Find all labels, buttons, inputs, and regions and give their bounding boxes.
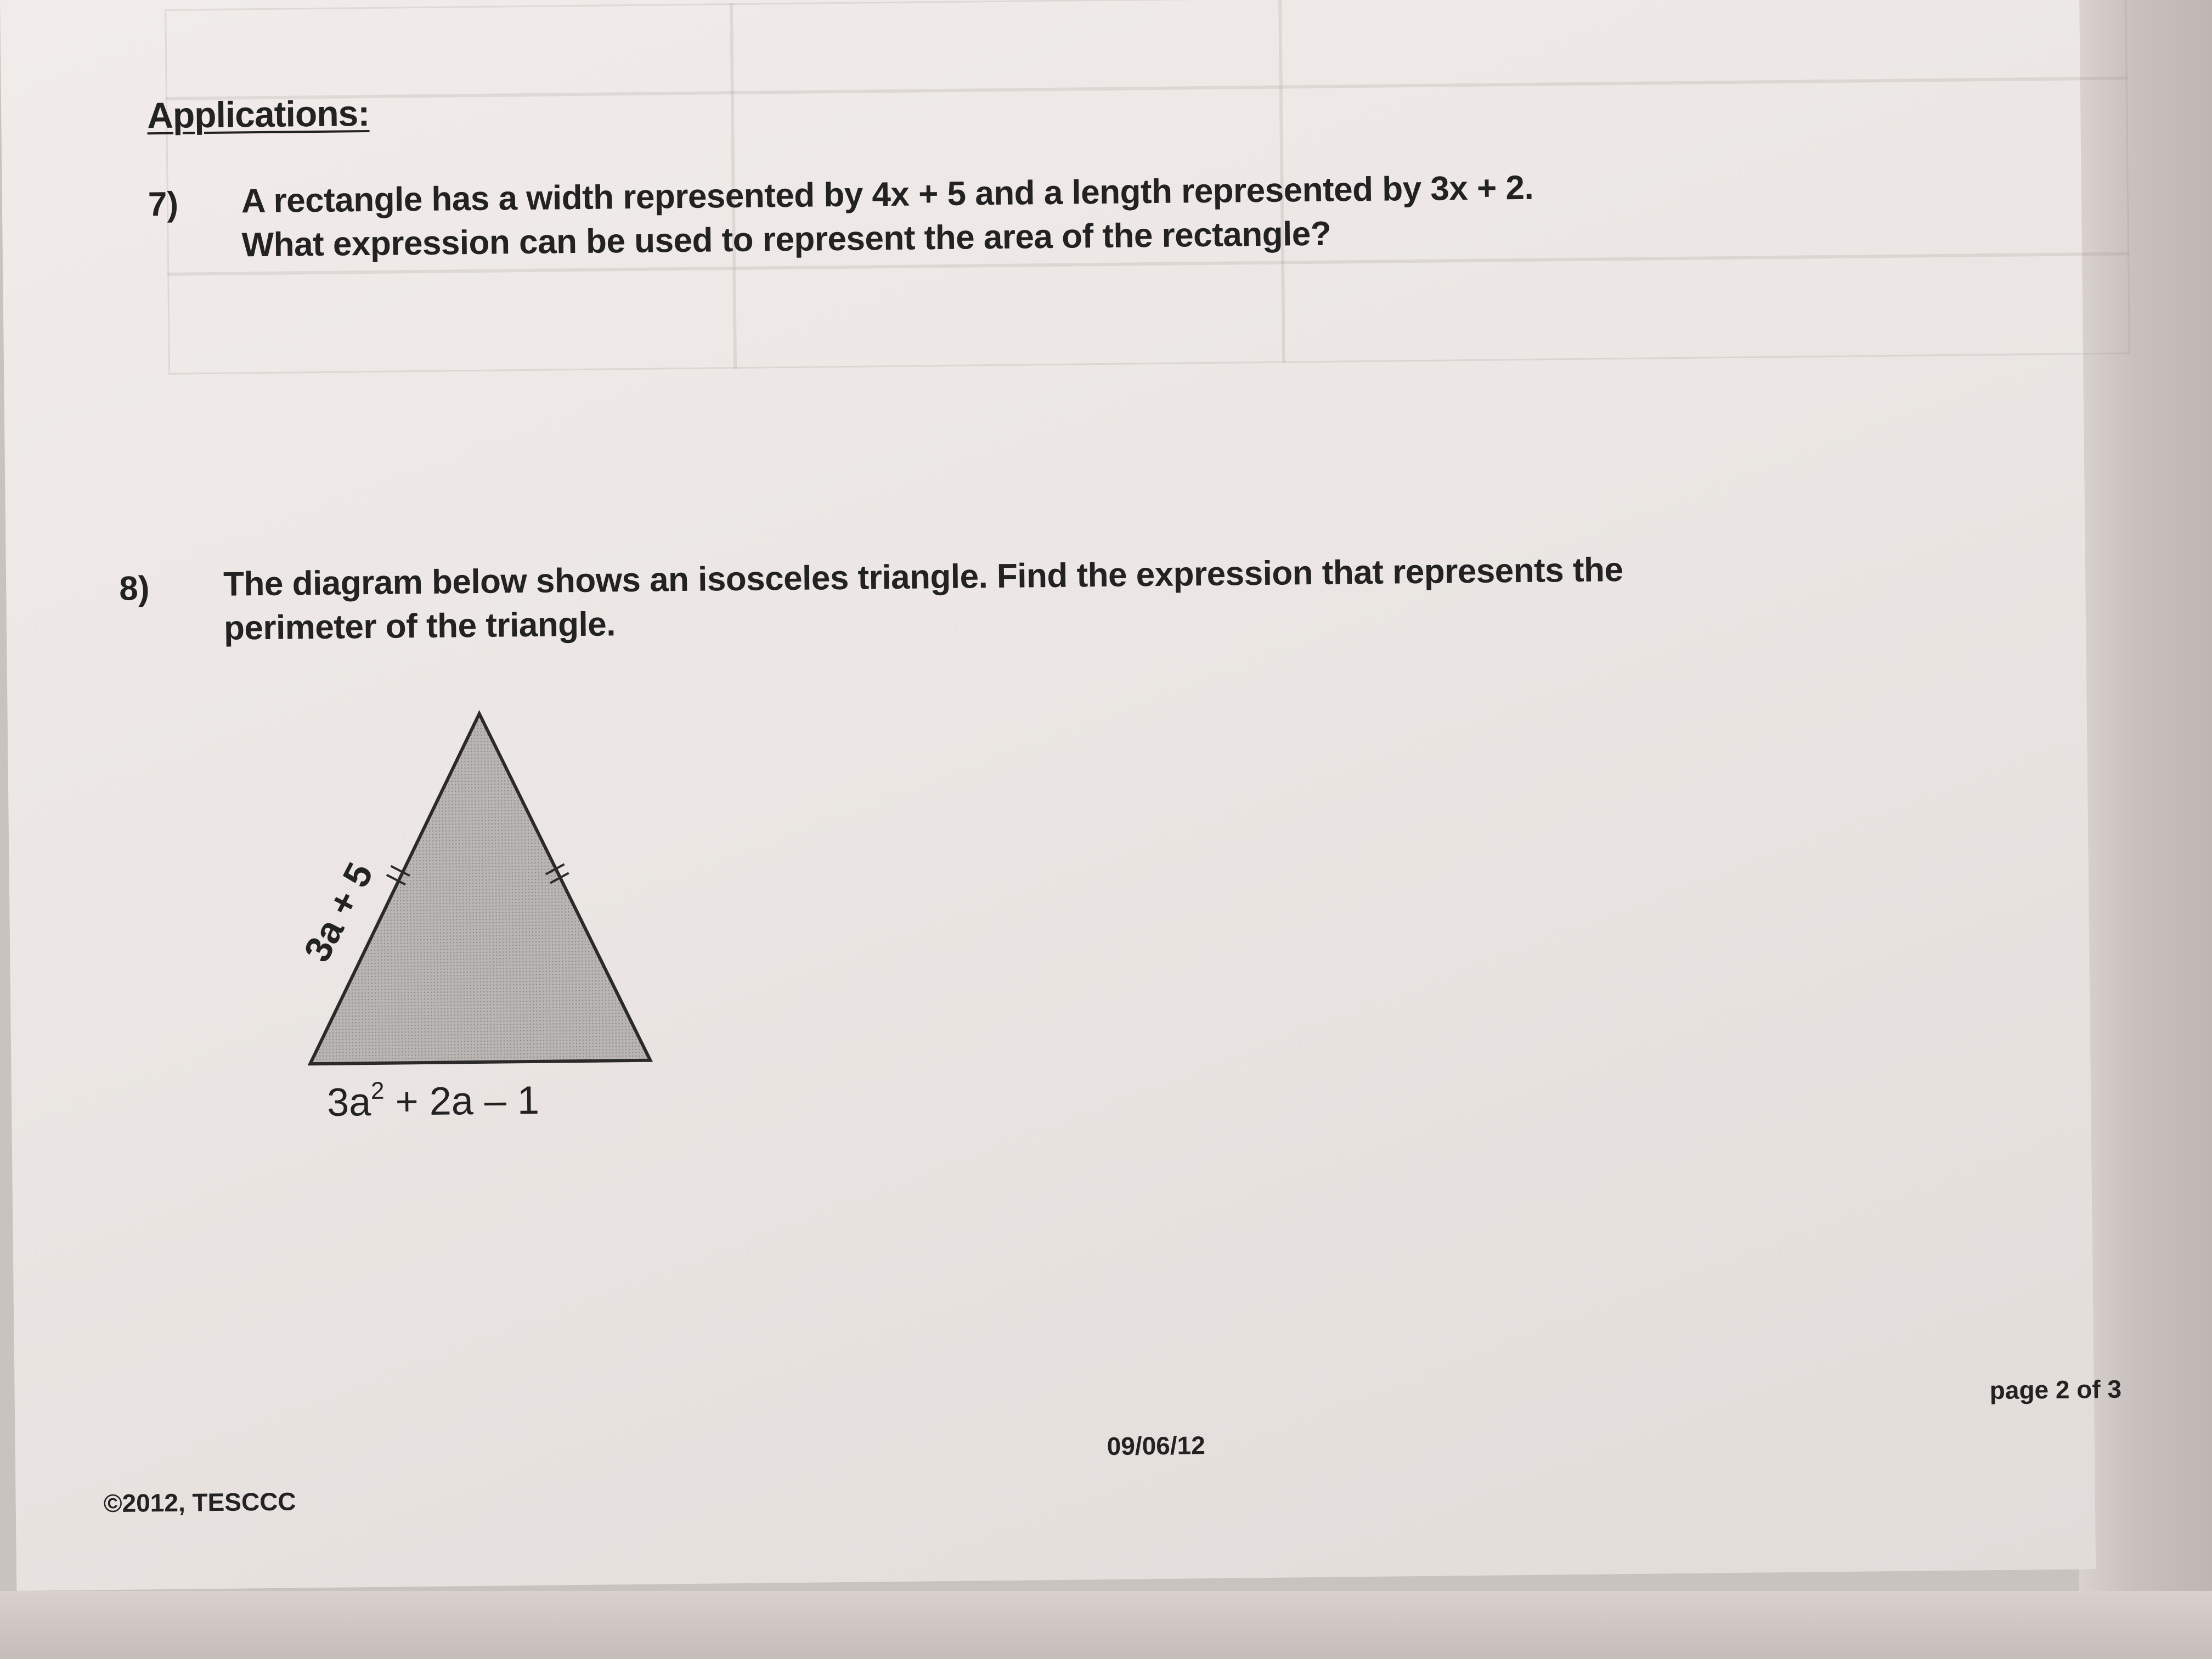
side-label: 3a + 5 — [296, 856, 381, 969]
question-7-line-2: What expression can be used to represent the area of the rectangle? — [241, 215, 1331, 264]
question-7-line-1: A rectangle has a width represented by 4x + 5 and a length represented by 3x + 2. — [241, 168, 1534, 221]
footer-copyright: ©2012, TESCCC — [103, 1487, 296, 1518]
base-label — [327, 1076, 540, 1125]
question-7-number: 7) — [148, 185, 179, 224]
footer-page-number: page 2 of 3 — [1989, 1374, 2122, 1405]
footer-date: 09/06/12 — [1107, 1431, 1206, 1461]
question-8-number: 8) — [119, 569, 150, 608]
isosceles-triangle-diagram — [281, 695, 703, 1138]
question-8-line-2: perimeter of the triangle. — [223, 605, 616, 647]
base-label-suffix: + 2a – 1 — [384, 1078, 540, 1124]
base-label-prefix: 3a — [326, 1080, 371, 1125]
base-label-exponent: 2 — [370, 1077, 385, 1105]
question-7-text — [241, 166, 1534, 268]
question-8-line-1: The diagram below shows an isosceles triangle. Find the expression that represents the — [223, 551, 1623, 603]
page-bottom-shadow — [0, 1591, 2212, 1659]
question-8-text — [223, 548, 1624, 651]
section-heading: Applications: — [146, 92, 370, 136]
